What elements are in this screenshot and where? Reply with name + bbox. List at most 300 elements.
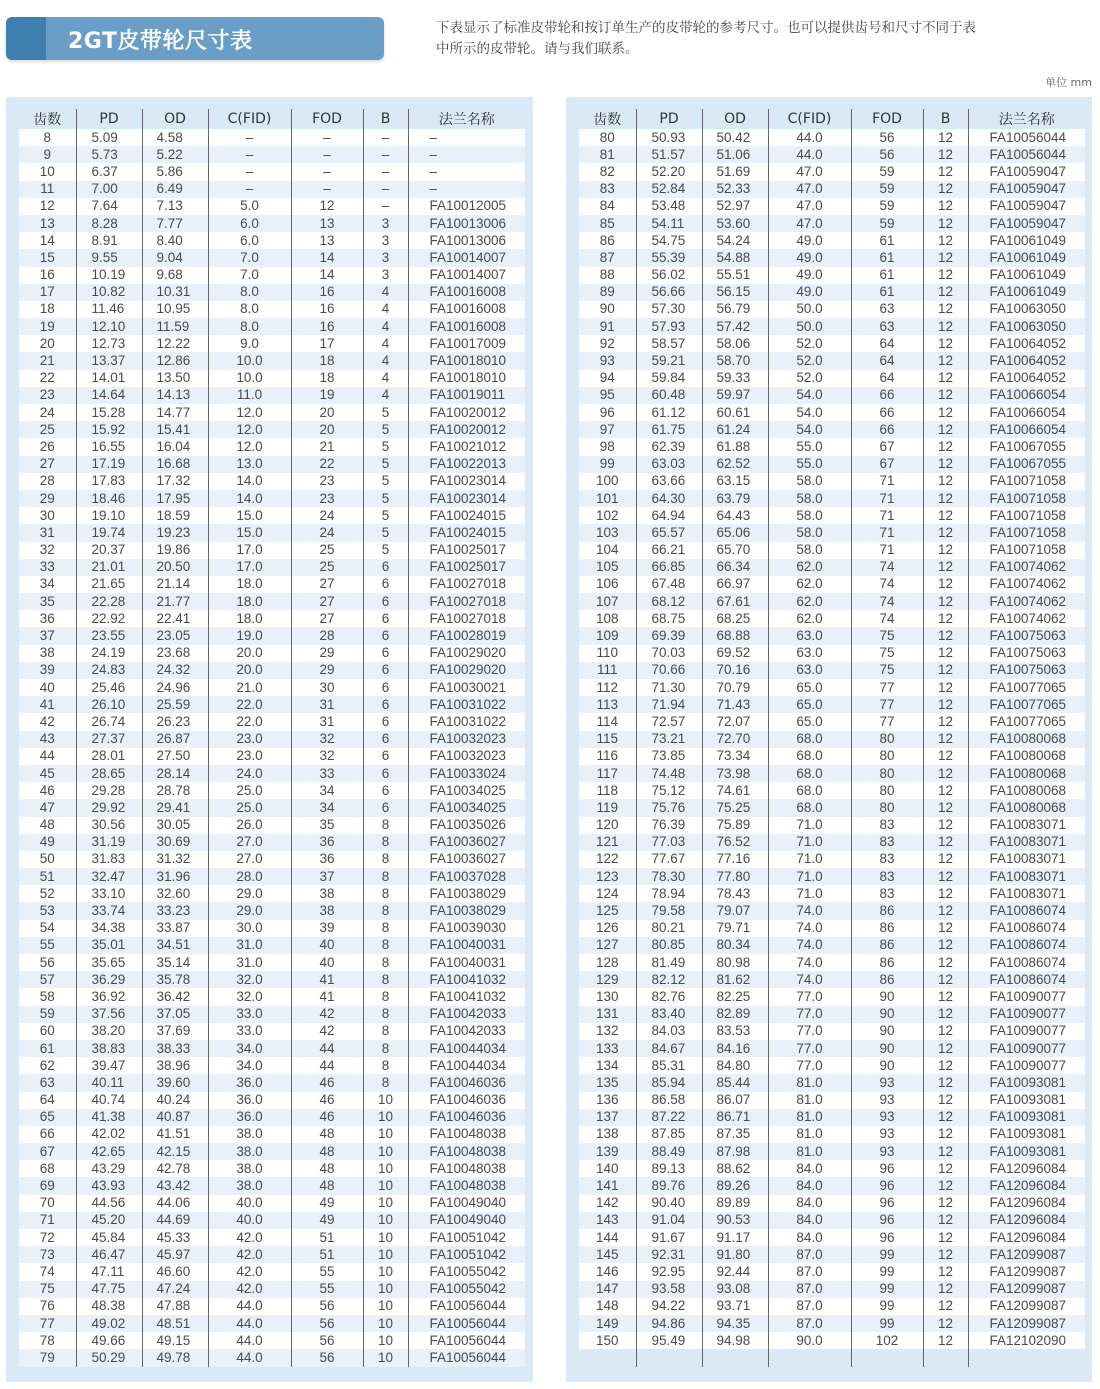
table-row <box>579 1263 1085 1280</box>
od-cell: 54.88 <box>702 249 768 266</box>
table-row <box>19 696 525 713</box>
pd-cell: 68.12 <box>636 593 702 610</box>
pd-cell: 32.47 <box>76 868 142 885</box>
b-cell: 12 <box>923 559 968 576</box>
teeth-cell: 141 <box>579 1177 636 1194</box>
teeth-cell: 47 <box>19 799 76 816</box>
cfid-cell: 65.0 <box>768 696 851 713</box>
b-cell: 12 <box>923 799 968 816</box>
cfid-cell: 24.0 <box>208 765 291 782</box>
cfid-cell: 62.0 <box>768 576 851 593</box>
pd-cell: 95.49 <box>636 1332 702 1349</box>
cfid-cell: 77.0 <box>768 1057 851 1074</box>
od-cell: 33.23 <box>142 902 208 919</box>
flange-cell: FA10075063 <box>968 645 1085 662</box>
pd-cell: 8.28 <box>76 215 142 232</box>
table-row <box>19 284 525 301</box>
fod-cell: 93 <box>851 1109 923 1126</box>
table-row <box>19 267 525 284</box>
flange-cell: FA12099087 <box>968 1315 1085 1332</box>
cfid-cell: 68.0 <box>768 799 851 816</box>
teeth-cell: 36 <box>19 610 76 627</box>
pd-cell: 80.85 <box>636 937 702 954</box>
b-cell: 8 <box>363 920 408 937</box>
teeth-cell: 147 <box>579 1281 636 1298</box>
pd-cell: 5.09 <box>76 129 142 146</box>
pd-cell: 75.12 <box>636 782 702 799</box>
pd-cell: 24.19 <box>76 645 142 662</box>
od-cell: 79.07 <box>702 902 768 919</box>
flange-cell: FA10063050 <box>968 301 1085 318</box>
flange-cell: FA10064052 <box>968 335 1085 352</box>
od-cell: 59.97 <box>702 387 768 404</box>
cfid-cell: 58.0 <box>768 542 851 559</box>
flange-cell: FA10066054 <box>968 404 1085 421</box>
flange-cell: FA10049040 <box>408 1212 525 1229</box>
teeth-cell: 90 <box>579 301 636 318</box>
table-row <box>579 1229 1085 1246</box>
pd-cell: 41.38 <box>76 1109 142 1126</box>
teeth-cell: 35 <box>19 593 76 610</box>
od-cell: 44.06 <box>142 1195 208 1212</box>
teeth-cell: 88 <box>579 267 636 284</box>
table-row <box>19 387 525 404</box>
fod-cell: 25 <box>291 559 363 576</box>
pd-cell: 33.74 <box>76 902 142 919</box>
pd-cell: 42.65 <box>76 1143 142 1160</box>
fod-cell: 18 <box>291 352 363 369</box>
teeth-cell: 89 <box>579 284 636 301</box>
col-header-cfid: C(FID) <box>768 109 851 129</box>
table-row <box>19 971 525 988</box>
fod-cell: 64 <box>851 352 923 369</box>
b-cell: 6 <box>363 610 408 627</box>
cfid-cell: 84.0 <box>768 1195 851 1212</box>
od-cell: 79.71 <box>702 920 768 937</box>
b-cell: – <box>363 181 408 198</box>
teeth-cell: 116 <box>579 748 636 765</box>
b-cell: 12 <box>923 215 968 232</box>
teeth-cell: 134 <box>579 1057 636 1074</box>
table-row <box>19 988 525 1005</box>
pd-cell: 79.58 <box>636 902 702 919</box>
cfid-cell: 20.0 <box>208 645 291 662</box>
cfid-cell: 52.0 <box>768 370 851 387</box>
od-cell: 40.24 <box>142 1092 208 1109</box>
table-row <box>579 937 1085 954</box>
b-cell: 12 <box>923 404 968 421</box>
b-cell: 3 <box>363 215 408 232</box>
teeth-cell: 56 <box>19 954 76 971</box>
od-cell: 83.53 <box>702 1023 768 1040</box>
fod-cell: 102 <box>851 1332 923 1349</box>
teeth-cell: 87 <box>579 249 636 266</box>
fod-cell: 66 <box>851 387 923 404</box>
od-cell: 23.05 <box>142 627 208 644</box>
pd-cell: 64.30 <box>636 490 702 507</box>
cfid-cell: 8.0 <box>208 318 291 335</box>
flange-cell: FA10093081 <box>968 1092 1085 1109</box>
table-row <box>579 473 1085 490</box>
teeth-cell: 103 <box>579 524 636 541</box>
pd-cell: 83.40 <box>636 1006 702 1023</box>
pd-cell: 45.84 <box>76 1229 142 1246</box>
fod-cell: 41 <box>291 988 363 1005</box>
flange-cell: FA10023014 <box>408 490 525 507</box>
pd-cell: 29.28 <box>76 782 142 799</box>
flange-cell: FA10046036 <box>408 1092 525 1109</box>
od-cell: 68.88 <box>702 627 768 644</box>
fod-cell: 51 <box>291 1246 363 1263</box>
pd-cell: 90.40 <box>636 1195 702 1212</box>
b-cell: 12 <box>923 1006 968 1023</box>
teeth-cell: 38 <box>19 645 76 662</box>
flange-cell: FA10036027 <box>408 834 525 851</box>
table-row <box>19 645 525 662</box>
table-row <box>19 404 525 421</box>
teeth-cell: 146 <box>579 1263 636 1280</box>
flange-cell: FA10018010 <box>408 370 525 387</box>
pd-cell: 39.47 <box>76 1057 142 1074</box>
cfid-cell: 87.0 <box>768 1281 851 1298</box>
cfid-cell: 84.0 <box>768 1177 851 1194</box>
b-cell: 12 <box>923 731 968 748</box>
teeth-cell: 145 <box>579 1246 636 1263</box>
b-cell: 12 <box>923 937 968 954</box>
fod-cell: 38 <box>291 902 363 919</box>
cfid-cell: 27.0 <box>208 834 291 851</box>
b-cell: 12 <box>923 146 968 163</box>
fod-cell: 42 <box>291 1023 363 1040</box>
teeth-cell: 110 <box>579 645 636 662</box>
teeth-cell: 143 <box>579 1212 636 1229</box>
flange-cell: FA10090077 <box>968 1006 1085 1023</box>
flange-cell: – <box>408 181 525 198</box>
b-cell: 12 <box>923 507 968 524</box>
flange-cell: FA10075063 <box>968 662 1085 679</box>
od-cell: 73.98 <box>702 765 768 782</box>
od-cell: 45.33 <box>142 1229 208 1246</box>
pd-cell: 56.02 <box>636 267 702 284</box>
cfid-cell: 81.0 <box>768 1092 851 1109</box>
b-cell: – <box>363 129 408 146</box>
fod-cell: 83 <box>851 817 923 834</box>
teeth-cell: 12 <box>19 198 76 215</box>
flange-cell: FA10083071 <box>968 851 1085 868</box>
fod-cell: 17 <box>291 335 363 352</box>
od-cell: 63.79 <box>702 490 768 507</box>
teeth-cell: 108 <box>579 610 636 627</box>
flange-cell: FA10059047 <box>968 181 1085 198</box>
flange-cell: FA10034025 <box>408 799 525 816</box>
b-cell: 6 <box>363 713 408 730</box>
flange-cell: FA10083071 <box>968 868 1085 885</box>
table-row <box>579 1195 1085 1212</box>
cfid-cell: 44.0 <box>208 1332 291 1349</box>
table-row <box>579 1160 1085 1177</box>
cfid-cell: 23.0 <box>208 748 291 765</box>
cfid-cell: 17.0 <box>208 542 291 559</box>
table-row <box>19 954 525 971</box>
unit-label: 单位 mm <box>1045 76 1092 89</box>
pd-cell: 86.58 <box>636 1092 702 1109</box>
b-cell: 12 <box>923 284 968 301</box>
teeth-cell: 39 <box>19 662 76 679</box>
fod-cell: 96 <box>851 1177 923 1194</box>
cfid-cell: 12.0 <box>208 438 291 455</box>
cfid-cell: 58.0 <box>768 524 851 541</box>
table-row <box>579 1332 1085 1349</box>
cfid-cell: 65.0 <box>768 679 851 696</box>
fod-cell: 23 <box>291 473 363 490</box>
teeth-cell: 132 <box>579 1023 636 1040</box>
table-row <box>19 318 525 335</box>
fod-cell: 48 <box>291 1126 363 1143</box>
pd-cell: 57.30 <box>636 301 702 318</box>
pd-cell: 47.11 <box>76 1263 142 1280</box>
flange-cell: FA10086074 <box>968 937 1085 954</box>
cfid-cell: 22.0 <box>208 713 291 730</box>
fod-cell: 99 <box>851 1263 923 1280</box>
fod-cell: 16 <box>291 284 363 301</box>
col-header-pd: PD <box>76 109 142 129</box>
flange-cell: – <box>408 163 525 180</box>
od-cell: 72.70 <box>702 731 768 748</box>
pd-cell: 51.57 <box>636 146 702 163</box>
fod-cell: 75 <box>851 627 923 644</box>
teeth-cell: 100 <box>579 473 636 490</box>
cfid-cell: 42.0 <box>208 1246 291 1263</box>
od-cell: 32.60 <box>142 885 208 902</box>
od-cell: 7.77 <box>142 215 208 232</box>
table-row <box>19 765 525 782</box>
od-cell: 20.50 <box>142 559 208 576</box>
od-cell: 22.41 <box>142 610 208 627</box>
cfid-cell: 5.0 <box>208 198 291 215</box>
cfid-cell: – <box>208 163 291 180</box>
cfid-cell: 71.0 <box>768 834 851 851</box>
b-cell: 8 <box>363 1023 408 1040</box>
fod-cell: 49 <box>291 1195 363 1212</box>
table-row <box>579 627 1085 644</box>
flange-cell: FA10048038 <box>408 1126 525 1143</box>
fod-cell: 35 <box>291 817 363 834</box>
b-cell: 8 <box>363 1074 408 1091</box>
od-cell: 33.87 <box>142 920 208 937</box>
table-row <box>19 421 525 438</box>
b-cell: 6 <box>363 765 408 782</box>
od-cell: 91.80 <box>702 1246 768 1263</box>
fod-cell: 33 <box>291 765 363 782</box>
flange-cell: FA10033024 <box>408 765 525 782</box>
fod-cell: 64 <box>851 370 923 387</box>
b-cell: 12 <box>923 387 968 404</box>
fod-cell: 99 <box>851 1315 923 1332</box>
cfid-cell: 38.0 <box>208 1126 291 1143</box>
pd-cell: 81.49 <box>636 954 702 971</box>
fod-cell: 16 <box>291 318 363 335</box>
od-cell: 14.77 <box>142 404 208 421</box>
od-cell: 34.51 <box>142 937 208 954</box>
flange-cell: FA10077065 <box>968 696 1085 713</box>
fod-cell: 80 <box>851 748 923 765</box>
pd-cell: 57.93 <box>636 318 702 335</box>
cfid-cell: 31.0 <box>208 954 291 971</box>
table-body-right <box>579 129 1085 1367</box>
pd-cell: 17.83 <box>76 473 142 490</box>
table-row <box>579 765 1085 782</box>
fod-cell: 86 <box>851 954 923 971</box>
pd-cell: 78.94 <box>636 885 702 902</box>
b-cell: 8 <box>363 885 408 902</box>
teeth-cell: 33 <box>19 559 76 576</box>
flange-cell: FA10093081 <box>968 1074 1085 1091</box>
teeth-cell: 46 <box>19 782 76 799</box>
fod-cell: 75 <box>851 645 923 662</box>
od-cell: 69.52 <box>702 645 768 662</box>
fod-cell: 86 <box>851 937 923 954</box>
cfid-cell: 9.0 <box>208 335 291 352</box>
cfid-cell: 28.0 <box>208 868 291 885</box>
pd-cell: 69.39 <box>636 627 702 644</box>
od-cell: 14.13 <box>142 387 208 404</box>
fod-cell: 39 <box>291 920 363 937</box>
pd-cell: 58.57 <box>636 335 702 352</box>
teeth-cell: 128 <box>579 954 636 971</box>
fod-cell: 31 <box>291 713 363 730</box>
flange-cell: FA10041032 <box>408 971 525 988</box>
teeth-cell: 129 <box>579 971 636 988</box>
cfid-cell: 47.0 <box>768 198 851 215</box>
b-cell: 8 <box>363 971 408 988</box>
fod-cell: – <box>291 129 363 146</box>
flange-cell: FA10056044 <box>968 129 1085 146</box>
pd-cell: 40.11 <box>76 1074 142 1091</box>
teeth-cell: 68 <box>19 1160 76 1177</box>
cfid-cell: 25.0 <box>208 782 291 799</box>
fod-cell: 83 <box>851 885 923 902</box>
flange-cell: FA10066054 <box>968 421 1085 438</box>
pd-cell: 15.92 <box>76 421 142 438</box>
b-cell: 5 <box>363 490 408 507</box>
table-row <box>579 696 1085 713</box>
pd-cell: 88.49 <box>636 1143 702 1160</box>
pd-cell: 7.00 <box>76 181 142 198</box>
cfid-cell: 62.0 <box>768 610 851 627</box>
flange-cell: FA10074062 <box>968 576 1085 593</box>
fod-cell: 59 <box>851 181 923 198</box>
flange-cell: FA10083071 <box>968 817 1085 834</box>
cfid-cell: 47.0 <box>768 181 851 198</box>
b-cell: 12 <box>923 490 968 507</box>
b-cell: 8 <box>363 902 408 919</box>
flange-cell: FA10055042 <box>408 1281 525 1298</box>
table-row <box>19 181 525 198</box>
flange-cell: FA12096084 <box>968 1212 1085 1229</box>
pd-cell: 11.46 <box>76 301 142 318</box>
fod-cell: 25 <box>291 542 363 559</box>
b-cell: 6 <box>363 748 408 765</box>
table-row <box>579 920 1085 937</box>
pd-cell: 71.94 <box>636 696 702 713</box>
cfid-cell: 50.0 <box>768 318 851 335</box>
cfid-cell: 17.0 <box>208 559 291 576</box>
fod-cell: 66 <box>851 404 923 421</box>
od-cell: 78.43 <box>702 885 768 902</box>
table-row <box>579 335 1085 352</box>
cfid-cell: 68.0 <box>768 731 851 748</box>
flange-cell: FA10042033 <box>408 1023 525 1040</box>
b-cell: 12 <box>923 249 968 266</box>
od-cell: 94.35 <box>702 1315 768 1332</box>
od-cell: 52.33 <box>702 181 768 198</box>
teeth-cell: 51 <box>19 868 76 885</box>
b-cell: 10 <box>363 1160 408 1177</box>
teeth-cell: 94 <box>579 370 636 387</box>
col-header-flange: 法兰名称 <box>968 109 1085 129</box>
fod-cell: 90 <box>851 988 923 1005</box>
od-cell: 81.62 <box>702 971 768 988</box>
table-row <box>579 181 1085 198</box>
od-cell: 66.97 <box>702 576 768 593</box>
b-cell: 8 <box>363 954 408 971</box>
table-header-row <box>579 109 1085 129</box>
b-cell: 12 <box>923 456 968 473</box>
fod-cell: 36 <box>291 851 363 868</box>
pd-cell: 22.92 <box>76 610 142 627</box>
teeth-cell: 84 <box>579 198 636 215</box>
table-body-left <box>19 129 525 1367</box>
cfid-cell: 29.0 <box>208 902 291 919</box>
b-cell: 8 <box>363 1057 408 1074</box>
table-row <box>579 456 1085 473</box>
table-row <box>579 834 1085 851</box>
teeth-cell: 64 <box>19 1092 76 1109</box>
od-cell: 8.40 <box>142 232 208 249</box>
flange-cell: FA10063050 <box>968 318 1085 335</box>
table-row <box>19 1263 525 1280</box>
fod-cell: 67 <box>851 456 923 473</box>
table-row <box>579 868 1085 885</box>
flange-cell: FA10075063 <box>968 627 1085 644</box>
pd-cell: 77.67 <box>636 851 702 868</box>
od-cell: 9.68 <box>142 267 208 284</box>
teeth-cell: 102 <box>579 507 636 524</box>
b-cell: 12 <box>923 902 968 919</box>
table-row <box>579 1298 1085 1315</box>
cfid-cell: 71.0 <box>768 885 851 902</box>
flange-cell: FA12099087 <box>968 1246 1085 1263</box>
teeth-cell: 83 <box>579 181 636 198</box>
fod-cell: 27 <box>291 610 363 627</box>
table-row <box>579 679 1085 696</box>
b-cell: 12 <box>923 971 968 988</box>
flange-cell: FA10039030 <box>408 920 525 937</box>
b-cell: 12 <box>923 335 968 352</box>
cfid-cell: 58.0 <box>768 507 851 524</box>
flange-cell: FA10059047 <box>968 215 1085 232</box>
b-cell: 4 <box>363 284 408 301</box>
b-cell: 5 <box>363 456 408 473</box>
flange-cell: FA12096084 <box>968 1229 1085 1246</box>
cfid-cell: 36.0 <box>208 1092 291 1109</box>
cfid-cell: 19.0 <box>208 627 291 644</box>
col-header-teeth: 齿数 <box>593 112 622 128</box>
table-row <box>19 1246 525 1263</box>
table-row <box>19 1212 525 1229</box>
b-cell: 5 <box>363 524 408 541</box>
cfid-cell: 58.0 <box>768 473 851 490</box>
